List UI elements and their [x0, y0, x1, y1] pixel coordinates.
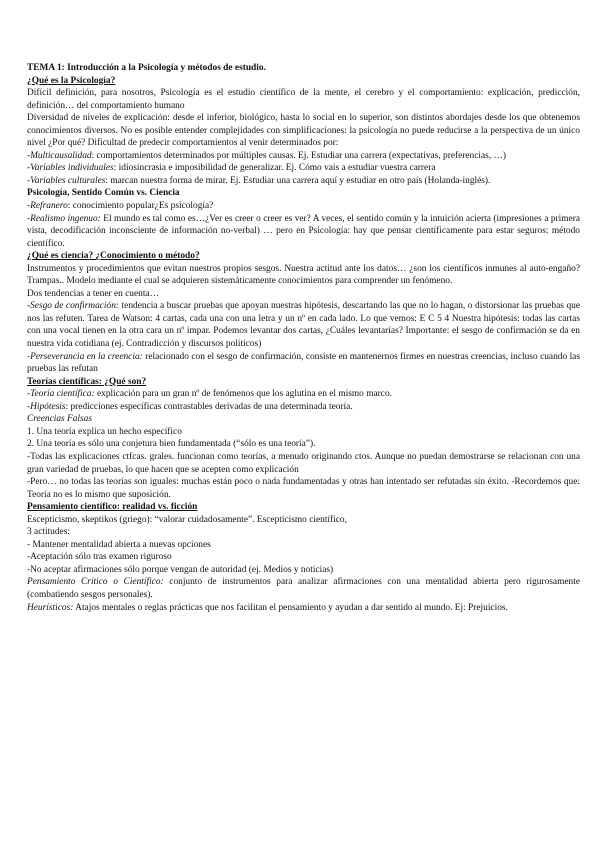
bullet-variables-culturales	[27, 175, 580, 188]
section-heading-pensamiento: Pensamiento científico: realidad vs. ficción	[27, 502, 198, 513]
paragraph-dos-tendencias: Dos tendencias a tener en cuenta…	[27, 288, 159, 299]
term-variables-individuales: -Variables individuales	[27, 163, 114, 174]
document-title: TEMA 1: Introducción a la Psicología y métodos de estudio.	[27, 63, 266, 73]
paragraph-definicion: Difícil definición, para nosotros, Psicología es el estudio científico de la mente, el cerebro y el comportamiento: explicación, predicción, definición… del comportamiento humano	[27, 88, 580, 111]
bullet-pensamiento-critico	[27, 576, 580, 601]
text-variables-individuales: : idiosincrasia e imposibilidad de generalizar. Ej. Cómo vais a estudiar vuestra carrera	[113, 163, 436, 174]
attitude-item-3: -No aceptar afirmaciones sólo porque vengan de autoridad (ej. Medios y noticias)	[27, 564, 334, 575]
section-heading-teorias: Teorías científicas: ¿Qué son?	[27, 376, 147, 387]
paragraph-actitudes: 3 actitudes:	[27, 527, 70, 538]
text-realismo-ingenuo: El mundo es tal como es…¿Ver es creer o creer es ver? A veces, el sentido común y la intuición acierta (impresiones a primera vista, decodificación inconsciente de información no-verbal) … pero en Psicología: hay que pensar científicamente para estar seguros: método científico.	[27, 213, 581, 249]
bullet-teoria-cientifica	[27, 388, 580, 401]
term-multicausalidad: -Multicausalidad	[27, 150, 92, 161]
text-variables-culturales: : marcan nuestra forma de mirar. Ej. Estudiar una carrera aquí y estudiar en otro país (Holanda-inglés).	[105, 175, 491, 186]
section-heading-ciencia: ¿Qué es ciencia? ¿Conocimiento o método?	[27, 251, 200, 262]
subheading-creencias-falsas: Creencias Falsas	[27, 414, 93, 425]
attitude-item-2: -Aceptación sólo tras examen riguroso	[27, 552, 172, 563]
term-hipotesis: -Hipótesis	[27, 401, 66, 412]
term-pensamiento-critico: Pensamiento Crítico o Científico:	[27, 577, 164, 588]
paragraph-instrumentos: Instrumentos y procedimientos que evitan nuestros propios sesgos. Nuestra actitud ante los datos… ¿son los científicos inmunes al auto-engaño? Trampas.. Modelo mediante el cual se adquieren sistemáticamente conocimientos para comprender un fenómeno.	[27, 263, 580, 287]
paragraph-pero: -Pero… no todas las teorías son iguales: muchas están poco o nada fundamentadas y otras han intentado ser refutadas sin éxito. -Recordemos que: Teoría no es lo mismo que suposición.	[27, 477, 580, 500]
text-refranero: : conocimiento popular¿Es psicología?	[67, 201, 214, 212]
text-multicausalidad: : comportamientos determinados por múltiples causas. Ej. Estudiar una carrera (expectativas, preferencias, …)	[91, 150, 507, 161]
term-sesgo-confirmacion: -Sesgo de confirmación:	[27, 301, 120, 312]
attitude-item-1: - Mantener mentalidad abierta a nuevas opciones	[27, 539, 211, 550]
text-perseverancia: relacionado con el sesgo de confirmación, consiste en mantenernos firmes en nuestras creencias, incluso cuando las pruebas las refutan	[27, 351, 580, 375]
text-pensamiento-critico: conjunto de instrumentos para analizar afirmaciones con una mentalidad abierta pero rigurosamente (combatiendo sesgos personales).	[27, 577, 580, 600]
bullet-hipotesis	[27, 401, 580, 414]
bullet-perseverancia	[27, 351, 580, 376]
paragraph-escepticismo: Escepticismo, skeptikos (griego): “valorar cuidadosamente”. Escepticismo científico,	[27, 514, 347, 525]
paragraph-explicaciones: -Todas las explicaciones ctfcas. grales. funcionan como teorías, a menudo originando ctos. Aunque no puedan demostrarse se relacionan con una gran variedad de pruebas, lo que hacen que se acepten como explicación	[27, 451, 580, 475]
list-item-2: 2. Una teoría es sólo una conjetura bien fundamentada (“sólo es una teoría”).	[27, 439, 316, 450]
bullet-refranero	[27, 200, 580, 213]
bullet-realismo-ingenuo	[27, 213, 580, 251]
section-heading-sentido-comun: Psicología, Sentido Común vs. Ciencia	[27, 188, 180, 199]
term-teoria-cientifica: -Teoría científica:	[27, 389, 95, 400]
bullet-variables-individuales	[27, 162, 580, 175]
term-refranero: -Refranero	[27, 201, 68, 212]
term-heuristicos: Heurísticos:	[27, 602, 74, 613]
term-variables-culturales: -Variables culturales	[27, 175, 106, 186]
paragraph-niveles: Diversidad de niveles de explicación: desde el inferior, biológico, hasta lo social en lo superior, son distintos abordajes desde los que obtenemos conocimientos diversos. No es posible entender complejidades con simplificaciones: la psicología no puede reducirse a la perspectiva de un único nivel ¿Por qué? Dificultad de predecir comportamientos al venir determinados por:	[27, 113, 580, 149]
text-heuristicos: Atajos mentales o reglas prácticas que nos facilitan el pensamiento y ayudan a dar sentido al mundo. Ej: Prejuicios.	[73, 602, 508, 613]
term-perseverancia: -Perseverancia en la creencia:	[27, 351, 143, 362]
document-page	[27, 62, 580, 614]
list-item-1: 1. Una teoría explica un hecho específico	[27, 426, 182, 437]
text-sesgo-confirmacion: tendencia a buscar pruebas que apoyan nuestras hipótesis, descartando las que no lo hagan, o distorsionar las pruebas que nos las refuten. Tarea de Watson: 4 cartas, cada una con una letra y un nº en cada lado. Lo que vemos: E C 5 4 Nuestra hipótesis: todas las cartas con una vocal tienen en la otra cara un nº impar. Podemos levantar dos cartas, ¿Cuáles levantarías? Importante: el sesgo de confirmación se da en nuestra vida cotidiana (ej. Contradicción y discursos políticos)	[27, 301, 580, 350]
section-heading-psicologia: ¿Qué es la Psicología?	[27, 75, 116, 86]
bullet-heuristicos	[27, 602, 580, 615]
text-teoria-cientifica: explicación para un gran nº de fenómenos que los aglutina en el mismo marco.	[94, 389, 392, 400]
term-realismo-ingenuo: -Realismo ingenuo:	[27, 213, 101, 224]
bullet-multicausalidad	[27, 150, 580, 163]
bullet-sesgo-confirmacion	[27, 300, 580, 350]
text-hipotesis: : predicciones específicas contrastables derivadas de una determinada teoría.	[65, 401, 353, 412]
